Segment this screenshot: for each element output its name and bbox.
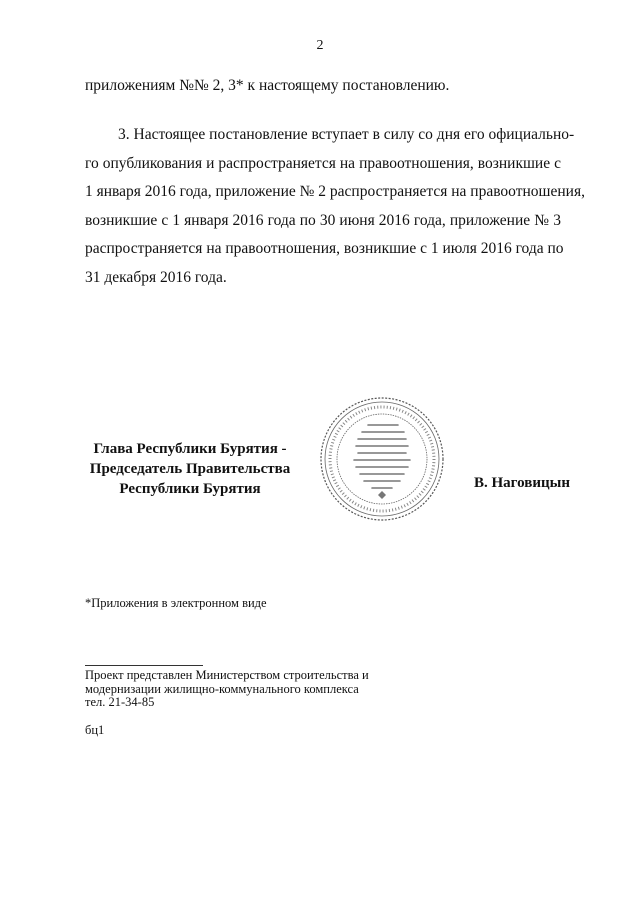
page-number: 2 [316, 38, 324, 53]
footer-initials: бц1 [85, 723, 105, 737]
seal-graphic [318, 395, 446, 523]
paragraph-line: 1 января 2016 года, приложение № 2 распространяется на правоотношения, [85, 183, 585, 201]
signer-name: В. Наговицын [474, 475, 570, 491]
footer-line: Проект представлен Министерством строительства и [85, 668, 369, 682]
continued-paragraph-line: приложениям №№ 2, 3* к настоящему постановлению. [85, 77, 450, 94]
footer-line: модернизации жилищно-коммунального комплекса [85, 681, 359, 696]
paragraph-3 [85, 121, 585, 293]
signer-title-line: Председатель Правительства [89, 461, 291, 477]
appendix-note: *Приложения в электронном виде [85, 596, 267, 610]
footer-block [85, 669, 369, 710]
paragraph-line: 3. Настоящее постановление вступает в силу со дня его официально- [118, 126, 575, 143]
footer-divider [85, 665, 203, 666]
signer-title-line: Республики Бурятия [119, 481, 261, 497]
paragraph-line: 31 декабря 2016 года. [85, 268, 227, 286]
signer-title-line: Глава Республики Бурятия - [93, 441, 287, 457]
footer-line: тел. 21-34-85 [85, 695, 155, 709]
paragraph-line: го опубликования и распространяется на правоотношения, возникшие с [85, 154, 561, 172]
signer-title [85, 439, 295, 499]
paragraph-line: распространяется на правоотношения, возникшие с 1 июля 2016 года по [85, 240, 564, 258]
paragraph-line: возникшие с 1 января 2016 года по 30 июня 2016 года, приложение № 3 [85, 211, 561, 229]
official-seal-icon [318, 395, 446, 523]
